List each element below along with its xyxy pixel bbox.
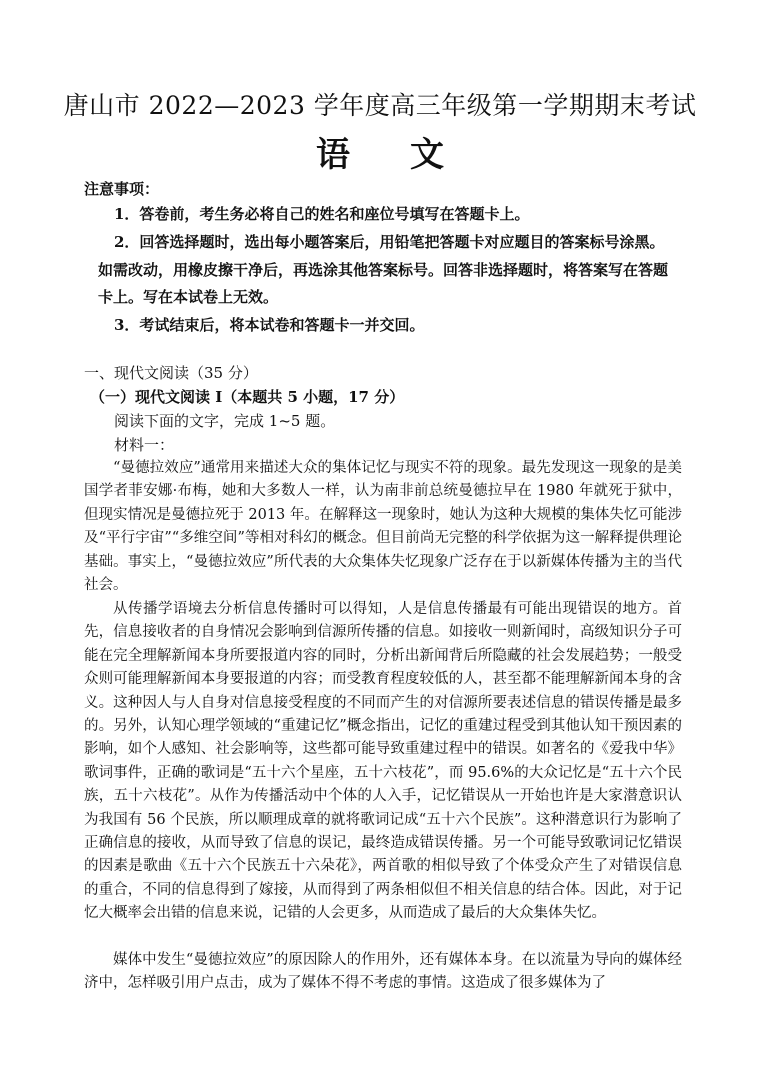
section-heading: 一、现代文阅读（35 分）: [84, 364, 258, 382]
notice-heading: 注意事项：: [84, 180, 160, 198]
paragraph-text: 媒体中发生“曼德拉效应”的原因除人的作用外，还有媒体本身。在以流量为导向的媒体经济中，怎样吸引用户点击，成为了媒体不得不考虑的事情。这造成了很多媒体为了: [84, 952, 682, 992]
notice-item-1: 1．答卷前，考生务必将自己的姓名和座位号填写在答题卡上。: [114, 205, 530, 223]
notice-item-2-line-1: 2．回答选择题时，选出每小题答案后，用铅笔把答题卡对应题目的答案标号涂黑。: [114, 233, 665, 251]
material-label: 材料一：: [114, 436, 175, 454]
paragraph-3: [84, 949, 682, 996]
subsection-heading: （一）现代文阅读 I（本题共 5 小题，17 分）: [90, 388, 405, 406]
exam-title: 唐山市 2022—2023 学年度高三年级第一学期期末考试: [63, 91, 697, 120]
notice-item-2-line-3: 卡上。写在本试卷上无效。: [98, 288, 279, 306]
paragraph-1: [84, 457, 682, 597]
paragraph-text: 从传播学语境去分析信息传播时可以得知，人是信息传播最有可能出现错误的地方。首先，信息接收者的自身情况会影响到信源所传播的信息。如接收一则新闻时，高级知识分子可能在完全理解新闻本身所要报道内容的同时，分析出新闻背后所隐藏的社会发展趋势；一般受众则可能理解新闻本身要报道的内容；而受教育程度较低的人，甚至都不能理解新闻本身的含义。这种因人与人自身对信息接受程度的不同而产生的对信源所要表述信息的错误传播是最多的。另外，认知心理学领域的“重建记忆”概念指出，记忆的重建过程受到其他认知干预因素的影响，如个人感知、社会影响等，这些都可能导致重建过程中的错误。如著名的《爱我中华》歌词事件，正确的歌词是“五十六个星座，五十六枝花”，而 95.6%的大众记忆是“五十六个民族，五十六枝花”。从作为传播活动中个体的人入手，记忆错误从一开始也许是大家潜意识认为我国有 56 个民族，所以顺理成章的就将歌词记成“五十六个民族”。这种潜意识行为影响了正确信息的接收，从而导致了信息的误记，最终造成错误传播。另一个可能导致歌词记忆错误的因素是歌曲《五十六个民族五十六朵花》，两首歌的相似导致了个体受众产生了对错误信息的重合，不同的信息得到了嫁接，从而得到了两条相似但不相关信息的结合体。因此，对于记忆大概率会出错的信息来说，记错的人会更多，从而造成了最后的大众集体失忆。: [84, 601, 682, 922]
subject-title: 语文: [316, 135, 504, 175]
notice-item-3: 3．考试结束后，将本试卷和答题卡一并交回。: [114, 316, 425, 334]
notice-item-2-line-2: 如需改动，用橡皮擦干净后，再选涂其他答案标号。回答非选择题时，将答案写在答题: [98, 261, 669, 279]
paragraph-text: “曼德拉效应”通常用来描述大众的集体记忆与现实不符的现象。最先发现这一现象的是美国学者菲安娜·布梅，她和大多数人一样，认为南非前总统曼德拉早在 1980 年就死于狱中，但现实情况是曼德拉死于 2013 年。在解释这一现象时，她认为这种大规模的集体失忆可能涉及“平行宇宙”“多维空间”等相对科幻的概念。但目前尚无完整的科学依据为这一解释提供理论基础。事实上，“曼德拉效应”所代表的大众集体失忆现象广泛存在于以新媒体传播为主的当代社会。: [84, 460, 682, 594]
reading-instruction: 阅读下面的文字，完成 1~5 题。: [114, 412, 336, 430]
paragraph-2: [84, 598, 682, 926]
